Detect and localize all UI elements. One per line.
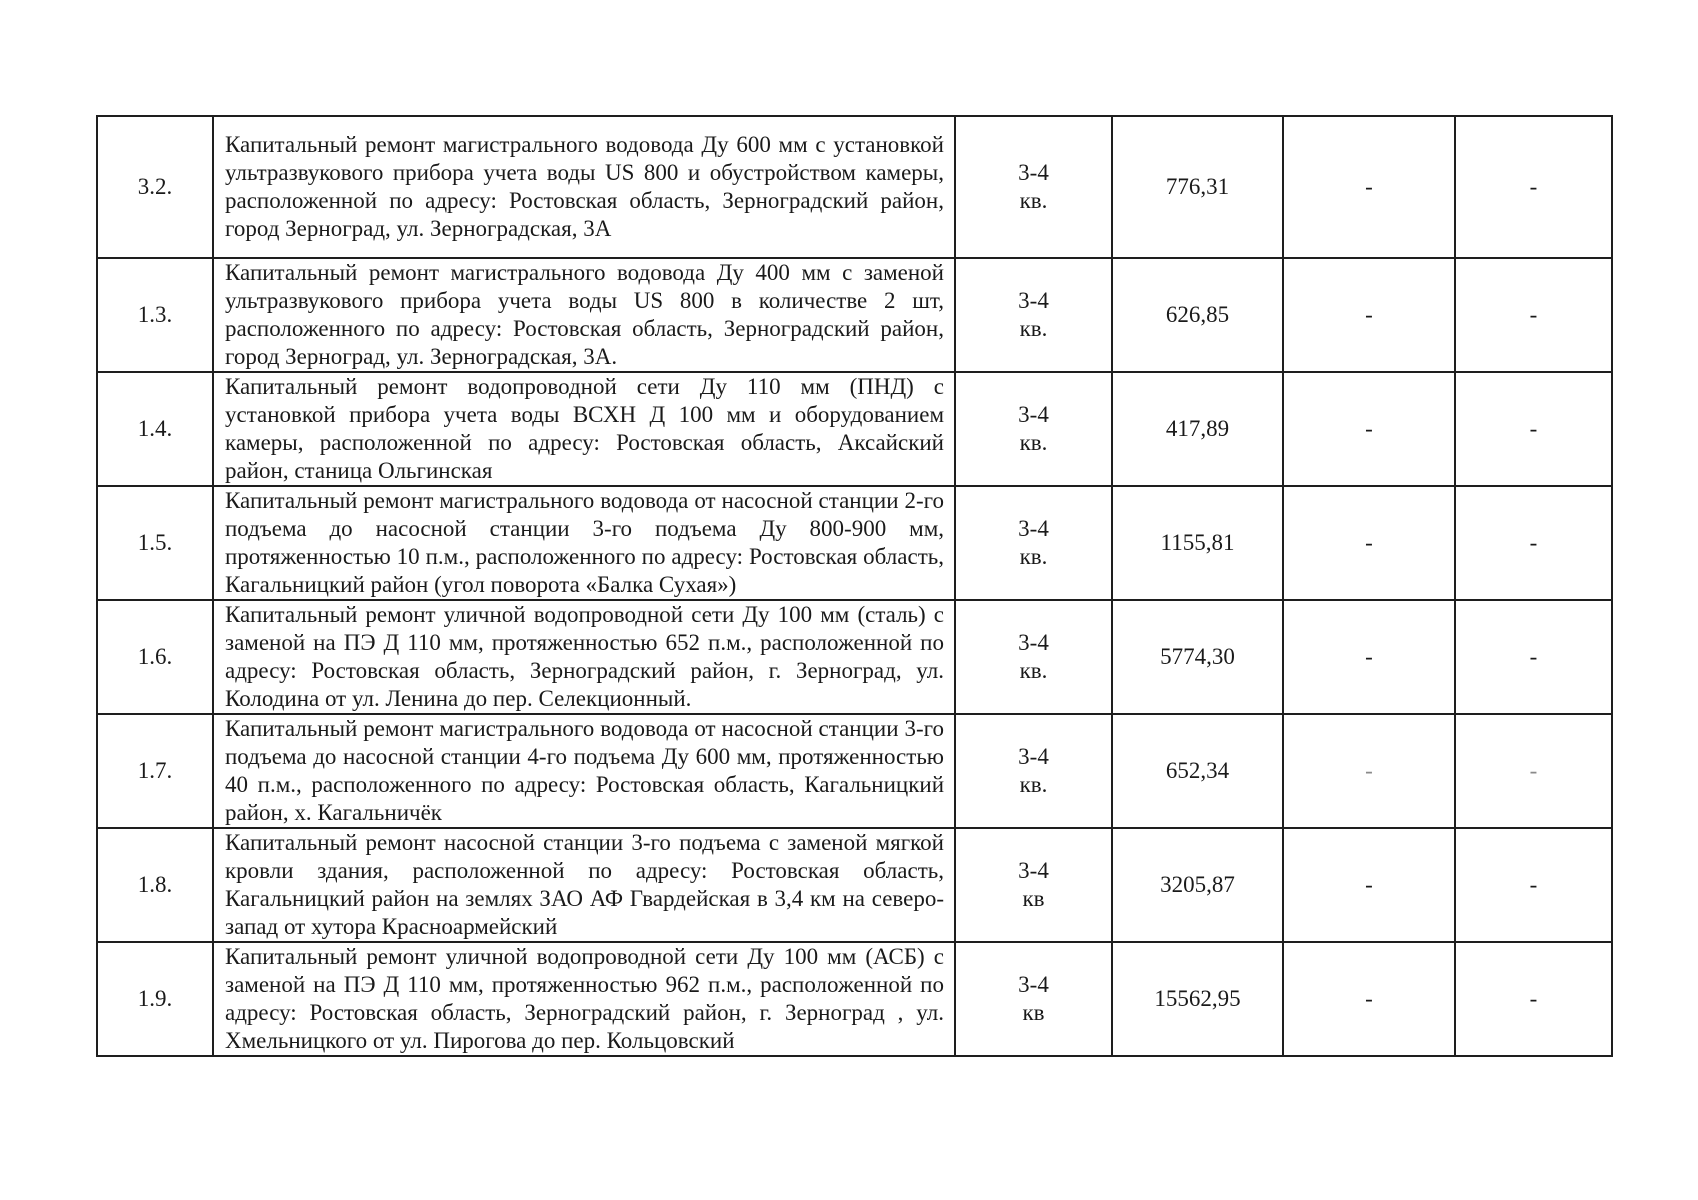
empty-value-cell [1455,258,1612,372]
period-unit: кв. [1019,316,1048,341]
period-quarters: 3-4 [1018,402,1049,427]
empty-value-cell [1283,372,1455,486]
dash-value: - [1365,986,1373,1011]
period-unit: кв [1022,886,1045,911]
empty-value-cell [1283,600,1455,714]
empty-value-cell [1283,714,1455,828]
empty-value-cell [1283,828,1455,942]
dash-value: - [1529,758,1538,783]
row-number: 1.6. [97,600,213,714]
works-table [96,115,1613,1057]
work-description: Капитальный ремонт насосной станции 3-го подъема с заменой мягкой кровли здания, расположенной по адресу: Ростовская область, Кагальницкий район на землях ЗАО АФ Гвардейская в 3,4 км на северо-запад от хутора Красноармейский [213,828,955,942]
row-number: 1.4. [97,372,213,486]
table-row [97,258,1612,372]
empty-value-cell [1283,486,1455,600]
table-row [97,116,1612,258]
work-description: Капитальный ремонт уличной водопроводной сети Ду 100 мм (АСБ) с заменой на ПЭ Д 110 мм, протяженностью 962 п.м., расположенной по адресу: Ростовская область, Зерноградский район, г. Зерноград , ул. Хмельницкого от ул. Пирогова до пер. Кольцовский [213,942,955,1056]
period-quarters: 3-4 [1018,972,1049,997]
dash-value: - [1529,174,1538,199]
cost-amount: 3205,87 [1112,828,1283,942]
empty-value-cell [1283,258,1455,372]
period-cell [955,714,1112,828]
table-row [97,600,1612,714]
empty-value-cell [1455,600,1612,714]
row-number: 1.8. [97,828,213,942]
dash-value: - [1365,872,1373,897]
cost-amount: 626,85 [1112,258,1283,372]
period-cell [955,372,1112,486]
dash-value: - [1529,872,1538,897]
empty-value-cell [1455,486,1612,600]
row-number: 1.9. [97,942,213,1056]
period-unit: кв. [1019,772,1048,797]
period-unit: кв [1022,1000,1045,1025]
work-description: Капитальный ремонт магистрального водовода от насосной станции 3-го подъема до насосной станции 4-го подъема Ду 600 мм, протяженностью 40 п.м., расположенного по адресу: Ростовская область, Кагальницкий район, х. Кагальничёк [213,714,955,828]
period-cell [955,258,1112,372]
period-unit: кв. [1019,430,1048,455]
period-cell [955,116,1112,258]
empty-value-cell [1455,714,1612,828]
dash-value: - [1365,530,1373,555]
empty-value-cell [1455,942,1612,1056]
dash-value: - [1529,530,1538,555]
empty-value-cell [1455,828,1612,942]
table-row [97,486,1612,600]
cost-amount: 652,34 [1112,714,1283,828]
work-description: Капитальный ремонт магистрального водовода от насосной станции 2-го подъема до насосной станции 3-го подъема Ду 800-900 мм, протяженностью 10 п.м., расположенного по адресу: Ростовская область, Кагальницкий район (угол поворота «Балка Сухая») [213,486,955,600]
period-quarters: 3-4 [1018,858,1049,883]
empty-value-cell [1283,942,1455,1056]
table-row [97,372,1612,486]
dash-value: - [1529,986,1538,1011]
empty-value-cell [1455,372,1612,486]
table-row [97,828,1612,942]
row-number: 1.5. [97,486,213,600]
empty-value-cell [1455,116,1612,258]
cost-amount: 5774,30 [1112,600,1283,714]
cost-amount: 1155,81 [1112,486,1283,600]
period-cell [955,942,1112,1056]
work-description: Капитальный ремонт уличной водопроводной сети Ду 100 мм (сталь) с заменой на ПЭ Д 110 мм, протяженностью 652 п.м., расположенной по адресу: Ростовская область, Зерноградский район, г. Зерноград, ул. Колодина от ул. Ленина до пер. Селекционный. [213,600,955,714]
table-row [97,714,1612,828]
period-quarters: 3-4 [1018,288,1049,313]
dash-value: - [1365,302,1373,327]
work-description: Капитальный ремонт магистрального водовода Ду 400 мм с заменой ультразвукового прибора учета воды US 800 в количестве 2 шт, расположенного по адресу: Ростовская область, Зерноградский район, город Зерноград, ул. Зерноградская, 3А. [213,258,955,372]
period-unit: кв. [1019,658,1048,683]
work-description: Капитальный ремонт магистрального водовода Ду 600 мм с установкой ультразвукового прибора учета воды US 800 и обустройством камеры, расположенной по адресу: Ростовская область, Зерноградский район, город Зерноград, ул. Зерноградская, 3А [213,116,955,258]
dash-value: - [1529,302,1538,327]
dash-value: - [1529,416,1538,441]
cost-amount: 417,89 [1112,372,1283,486]
period-cell [955,486,1112,600]
dash-value: - [1529,644,1538,669]
row-number: 1.7. [97,714,213,828]
cost-amount: 15562,95 [1112,942,1283,1056]
period-cell [955,600,1112,714]
row-number: 3.2. [97,116,213,258]
dash-value: - [1365,174,1373,199]
period-cell [955,828,1112,942]
period-quarters: 3-4 [1018,516,1049,541]
table-row [97,942,1612,1056]
cost-amount: 776,31 [1112,116,1283,258]
period-quarters: 3-4 [1018,630,1049,655]
work-description: Капитальный ремонт водопроводной сети Ду 110 мм (ПНД) с установкой прибора учета воды ВСХН Д 100 мм и оборудованием камеры, расположенной по адресу: Ростовская область, Аксайский район, станица Ольгинская [213,372,955,486]
row-number: 1.3. [97,258,213,372]
dash-value: - [1365,416,1373,441]
document-page [96,115,1611,1057]
period-unit: кв. [1019,188,1048,213]
period-unit: кв. [1019,544,1048,569]
empty-value-cell [1283,116,1455,258]
dash-value: - [1365,644,1373,669]
period-quarters: 3-4 [1018,744,1049,769]
dash-value: - [1365,758,1373,783]
period-quarters: 3-4 [1018,160,1049,185]
